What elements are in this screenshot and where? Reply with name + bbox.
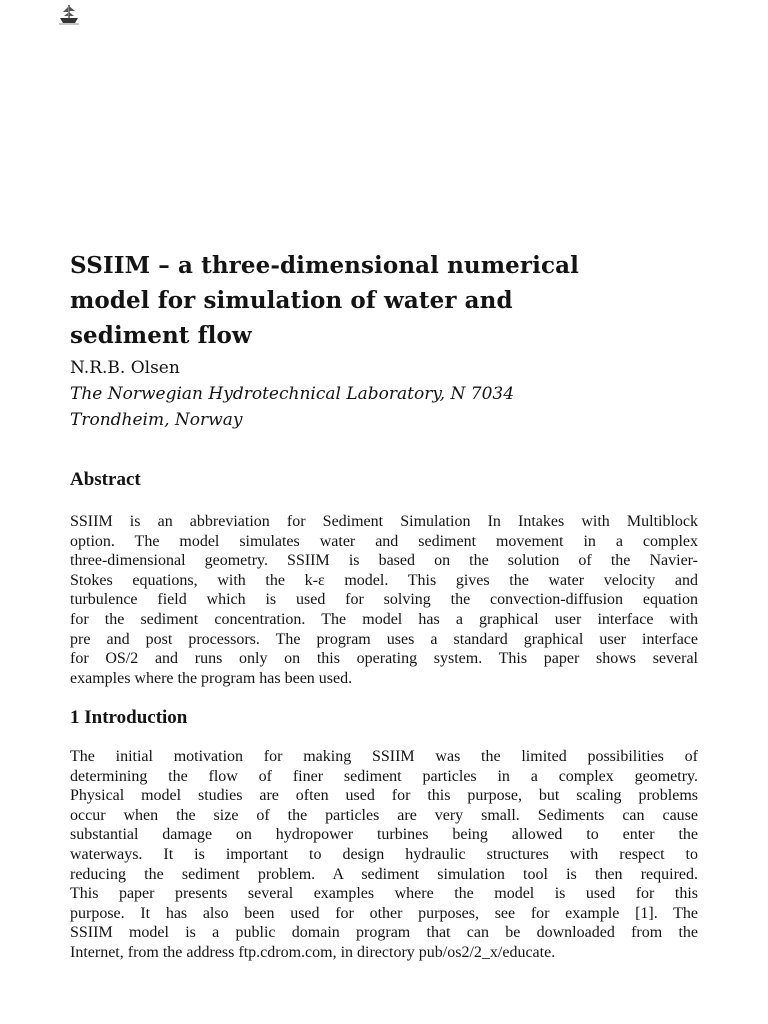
introduction-line: Internet, from the address ftp.cdrom.com, in directory pub/os2/2_x/educate. (70, 943, 556, 961)
abstract-line: Stokes equations, with the k-ε model. This gives the water velocity and (70, 571, 698, 589)
introduction-line: reducing the sediment problem. A sediment simulation tool is then required. (70, 865, 698, 883)
title-block (70, 248, 710, 433)
introduction-line: This paper presents several examples where the model is used for this (70, 885, 698, 903)
author-name: N.R.B. Olsen (70, 358, 180, 378)
abstract-line: examples where the program has been used. (70, 669, 353, 687)
introduction-line: The initial motivation for making SSIIM was the limited possibilities of (70, 748, 698, 765)
introduction-line: substantial damage on hydropower turbines being allowed to enter the (70, 826, 698, 844)
title-line: SSIIM – a three-dimensional numerical (70, 252, 579, 279)
paper-title (70, 248, 710, 353)
introduction-line: determining the flow of finer sediment particles in a complex geometry. (70, 767, 698, 785)
abstract-line: three-dimensional geometry. SSIIM is based on the solution of the Navier- (70, 552, 698, 570)
introduction-line: waterways. It is important to design hydraulic structures with respect to (70, 845, 698, 863)
introduction-line: purpose. It has also been used for other purposes, see for example [1]. The (70, 904, 698, 922)
introduction-paragraph (70, 747, 698, 963)
abstract-line: turbulence field which is used for solving the convection-diffusion equation (70, 591, 698, 609)
introduction-line: Physical model studies are often used for this purpose, but scaling problems (70, 787, 698, 805)
abstract-line: option. The model simulates water and sediment movement in a complex (70, 532, 698, 550)
abstract-heading: Abstract (70, 469, 141, 490)
affiliation-line: Trondheim, Norway (70, 410, 243, 430)
publisher-ship-logo-icon (57, 2, 81, 26)
abstract-paragraph (70, 512, 698, 688)
affiliation-line: The Norwegian Hydrotechnical Laboratory, N 7034 (70, 384, 515, 404)
introduction-line: occur when the size of the particles are very small. Sediments can cause (70, 806, 698, 824)
abstract-line: for OS/2 and runs only on this operating system. This paper shows several (70, 650, 698, 668)
affiliation (70, 381, 710, 433)
introduction-line: SSIIM model is a public domain program that can be downloaded from the (70, 924, 698, 942)
abstract-line: SSIIM is an abbreviation for Sediment Simulation In Intakes with Multiblock (70, 513, 698, 530)
abstract-line: pre and post processors. The program uses a standard graphical user interface (70, 630, 698, 648)
abstract-line: for the sediment concentration. The model has a graphical user interface with (70, 610, 698, 628)
title-line: sediment flow (70, 322, 252, 349)
introduction-heading: 1 Introduction (70, 707, 188, 728)
title-line: model for simulation of water and (70, 287, 513, 314)
